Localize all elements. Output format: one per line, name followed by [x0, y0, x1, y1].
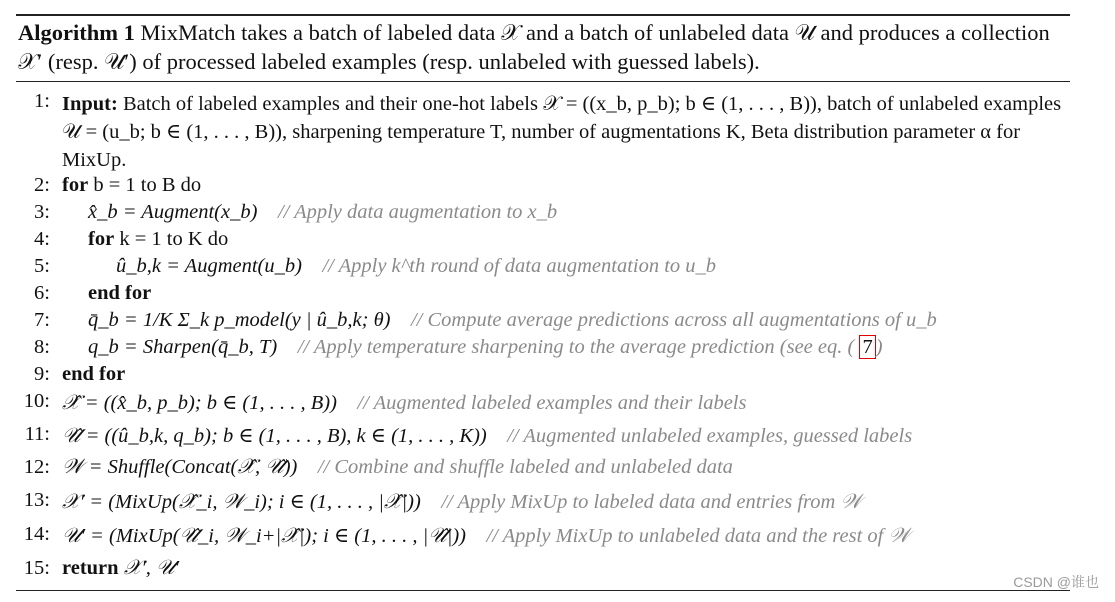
algorithm-line-13 [16, 489, 1076, 523]
algorithm-line-7 [16, 309, 1076, 336]
line-comment: // Augmented labeled examples and their labels [357, 392, 747, 414]
line-text: k = 1 to K do [119, 228, 229, 250]
line-text: 𝒳′, 𝒰′ [123, 557, 179, 579]
algorithm-line-2 [16, 174, 1076, 201]
algorithm-line-14 [16, 523, 1076, 557]
equation-reference-link[interactable]: 7 [859, 335, 875, 359]
line-number: 3: [34, 201, 50, 223]
keyword-for: for [88, 228, 115, 250]
caption-rule [16, 81, 1070, 82]
algorithm-line-12 [16, 456, 1076, 489]
watermark: CSDN @谁也 [1013, 574, 1099, 590]
line-code: û_b,k = Augment(u_b) [116, 255, 302, 277]
line-text: b = 1 to B do [93, 174, 202, 196]
line-comment: // Apply MixUp to labeled data and entries from 𝒲 [441, 491, 862, 513]
algorithm-line-10 [16, 390, 1076, 423]
line-code: 𝒳̂ = ((x̂_b, p_b); b ∈ (1, . . . , B)) [62, 392, 337, 414]
line-code: x̂_b = Augment(x_b) [88, 201, 258, 223]
bottom-rule [16, 590, 1070, 591]
line-number: 10: [23, 390, 50, 412]
algorithm-caption [18, 18, 1070, 76]
top-rule [16, 14, 1070, 16]
algorithm-line-6 [16, 282, 1076, 309]
line-code: 𝒲 = Shuffle(Concat(𝒳̂, 𝒰̂)) [62, 456, 298, 478]
line-comment: // Augmented unlabeled examples, guessed labels [507, 425, 913, 447]
line-number: 13: [23, 489, 50, 511]
line-number: 5: [34, 255, 50, 277]
keyword-end-for: end for [62, 363, 126, 385]
line-comment: // Apply MixUp to unlabeled data and the rest of 𝒲 [486, 525, 910, 547]
algorithm-line-3 [16, 201, 1076, 228]
line-number: 1: [34, 90, 50, 112]
line-comment: // Combine and shuffle labeled and unlabeled data [317, 456, 733, 478]
keyword-input: Input: [62, 93, 118, 115]
line-number: 11: [24, 423, 50, 445]
algorithm-line-5 [16, 255, 1076, 282]
keyword-end-for: end for [88, 282, 152, 304]
line-number: 4: [34, 228, 50, 250]
line-number: 15: [23, 557, 50, 579]
line-code: q̄_b = 1/K Σ_k p_model(y | û_b,k; θ) [88, 309, 391, 331]
algorithm-line-8: 8: q_b = Sharpen(q̄_b, T) // Apply temperature sharpening to the average prediction (see eq. ( 7 ) [16, 336, 1076, 363]
keyword-for: for [62, 174, 89, 196]
line-comment: // Compute average predictions across all augmentations of u_b [410, 309, 937, 331]
line-number: 2: [34, 174, 50, 196]
line-code: q_b = Sharpen(q̄_b, T) [88, 336, 278, 358]
line-code: 𝒳′ = (MixUp(𝒳̂_i, 𝒲_i); i ∈ (1, . . . , |𝒳̂|)) [62, 491, 421, 513]
algorithm-line-15 [16, 557, 1076, 585]
line-comment: // Apply temperature sharpening to the average prediction (see eq. ( [297, 336, 855, 358]
line-comment: // Apply data augmentation to x_b [277, 201, 558, 223]
line-text: Batch of labeled examples and their one-hot labels 𝒳 = ((x_b, p_b); b ∈ (1, . . . , B)), batch of unlabeled examples 𝒰 = (u_b; b ∈ (1, . . . , B)), sharpening temperature T, number of augmentations K, Beta distribution parameter α for MixUp. [62, 93, 1062, 171]
algorithm-label: Algorithm 1 [18, 20, 135, 45]
line-number: 9: [34, 363, 50, 385]
line-number: 8: [34, 336, 50, 358]
line-number: 14: [23, 523, 50, 545]
algorithm-line-9 [16, 363, 1076, 390]
line-comment: // Apply k^th round of data augmentation to u_b [322, 255, 717, 277]
line-number: 6: [34, 282, 50, 304]
algorithm-line-11 [16, 423, 1076, 456]
algorithm-body [16, 90, 1076, 585]
algorithm-line-4 [16, 228, 1076, 255]
line-code: 𝒰′ = (MixUp(𝒰̂_i, 𝒲_i+|𝒳̂|); i ∈ (1, . . . , |𝒰̂|)) [62, 525, 467, 547]
line-code: 𝒰̂ = ((û_b,k, q_b); b ∈ (1, . . . , B), k ∈ (1, . . . , K)) [62, 425, 487, 447]
algorithm-caption-text: MixMatch takes a batch of labeled data 𝒳 and a batch of unlabeled data 𝒰 and produces a collection 𝒳′ (resp. 𝒰′) of processed labeled examples (resp. unlabeled with guessed labels). [18, 20, 1050, 74]
line-number: 7: [34, 309, 50, 331]
line-number: 12: [23, 456, 50, 478]
keyword-return: return [62, 557, 119, 579]
algorithm-line-1 [16, 90, 1076, 174]
